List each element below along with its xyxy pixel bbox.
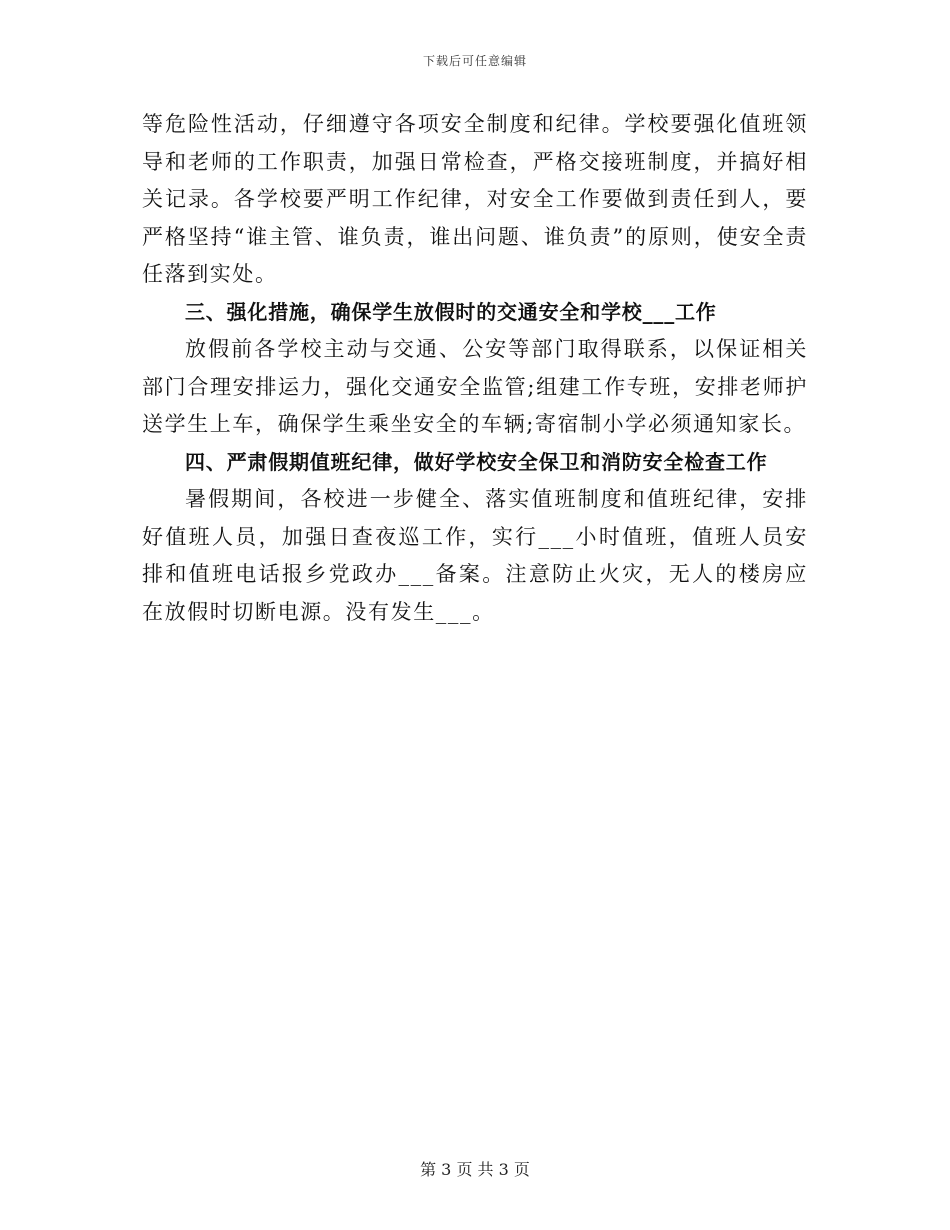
- document-body: [142, 106, 808, 631]
- page-number: 第 3 页 共 3 页: [420, 1160, 530, 1179]
- paragraph-continued: 等危险性活动，仔细遵守各项安全制度和纪律。学校要强化值班领导和老师的工作职责，加强日常检查，严格交接班制度，并搞好相关记录。各学校要严明工作纪律，对安全工作要做到责任到人，要严格坚持“谁主管、谁负责，谁出问题、谁负责”的原则，使安全责任落到实处。: [142, 112, 808, 286]
- page-header-note: 下载后可任意编辑: [422, 54, 527, 68]
- section-heading-4: 四、严肃假期值班纪律，做好学校安全保卫和消防安全检查工作: [185, 449, 768, 474]
- paragraph-traffic-safety: 放假前各学校主动与交通、公安等部门取得联系，以保证相关部门合理安排运力，强化交通安全监管;组建工作专班，安排老师护送学生上车，确保学生乘坐安全的车辆;寄宿制小学必须通知家长。: [142, 337, 808, 436]
- section-heading-3: 三、强化措施，确保学生放假时的交通安全和学校___工作: [185, 299, 717, 324]
- paragraph-duty-discipline: 暑假期间，各校进一步健全、落实值班制度和值班纪律，安排好值班人员，加强日查夜巡工作，实行___小时值班，值班人员安排和值班电话报乡党政办___备案。注意防止火灾，无人的楼房应在放假时切断电源。没有发生___。: [142, 487, 808, 624]
